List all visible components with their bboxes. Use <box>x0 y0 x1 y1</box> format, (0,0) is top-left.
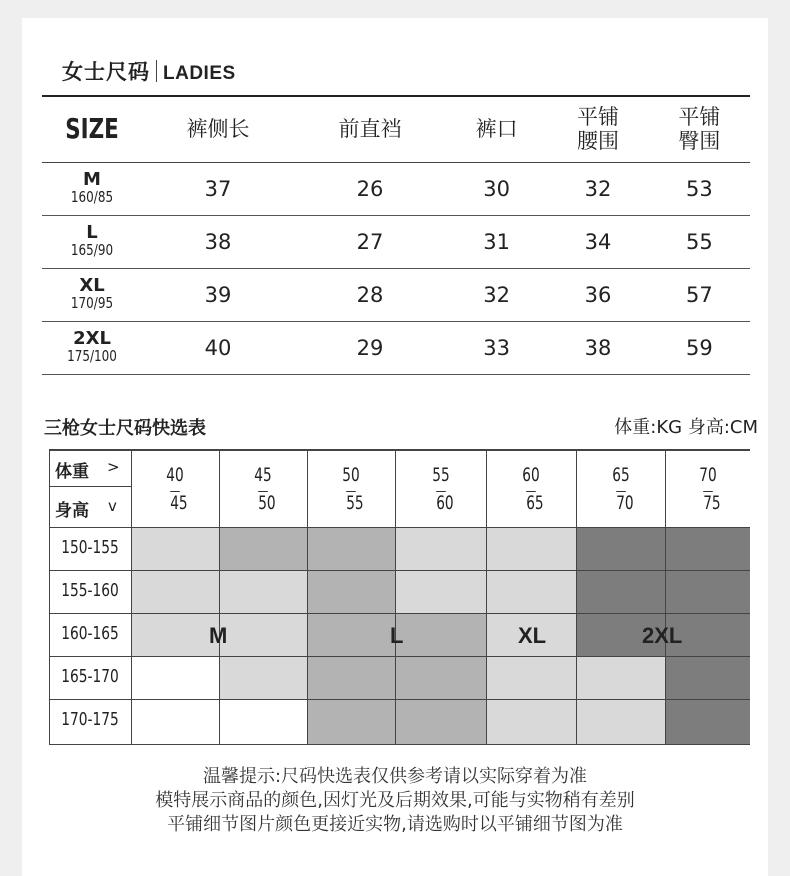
size-zone-cell <box>395 699 486 744</box>
size-zone-cell <box>576 656 665 699</box>
weight-range-header <box>405 461 475 517</box>
size-zone-cell <box>665 527 750 570</box>
size-zone-cell <box>395 570 486 613</box>
size-zone-cell <box>665 570 750 613</box>
title-en: LADIES <box>163 63 236 84</box>
size-zone-cell <box>219 656 307 699</box>
weight-label: 体重 <box>55 462 89 482</box>
size-zone-cell <box>307 613 395 656</box>
size-height-waist: 160/85 <box>70 188 114 206</box>
size-zone-cell <box>486 527 576 570</box>
measure-cell: 31 <box>446 215 547 268</box>
note-line: 温馨提示:尺码快选表仅供参考请以实际穿着为准 <box>202 766 588 787</box>
height-range-label: 155-160 <box>61 580 119 601</box>
measure-cell: 27 <box>294 215 446 268</box>
size-zone-cell <box>131 527 219 570</box>
size-zone-cell <box>576 570 665 613</box>
col-header-front-rise: 前直裆 <box>294 96 446 162</box>
weight-min: 40 <box>166 464 184 486</box>
measure-cell: 53 <box>649 162 750 215</box>
size-height-waist: 165/90 <box>70 241 114 259</box>
size-zone-cell <box>486 699 576 744</box>
grid-hline <box>49 449 750 451</box>
weight-max: 60 <box>435 492 454 514</box>
height-range-label: 150-155 <box>61 537 119 558</box>
measure-cell: 32 <box>547 162 648 215</box>
size-cell <box>42 215 142 268</box>
grid-hline <box>49 699 750 700</box>
size-zone-cell <box>131 656 219 699</box>
col-header-flat-hip: 平铺 臀围 <box>649 96 750 162</box>
weight-range-header <box>496 461 566 517</box>
size-row <box>42 215 750 268</box>
measure-cell: 33 <box>446 321 547 374</box>
size-zone-cell <box>131 613 219 656</box>
size-row <box>42 162 750 215</box>
grid-hline <box>49 656 750 657</box>
size-label: 2XL <box>73 328 111 349</box>
size-height-waist: 170/95 <box>70 294 114 312</box>
weight-max: 65 <box>526 492 544 514</box>
grid-vline <box>395 449 396 744</box>
weight-min: 65 <box>611 464 630 486</box>
weight-min: 45 <box>254 464 272 486</box>
size-zone-cell <box>395 527 486 570</box>
weight-max: 55 <box>346 492 364 514</box>
size-zone-cell <box>395 613 486 656</box>
quick-select-grid <box>49 449 750 744</box>
grid-vline <box>131 449 132 744</box>
grid-vline <box>665 449 666 744</box>
weight-range-header <box>140 461 210 517</box>
grid-vline <box>576 449 577 744</box>
weight-min: 70 <box>698 464 717 486</box>
col-header-flat-waist: 平铺 腰围 <box>547 96 648 162</box>
size-zone-cell <box>576 699 665 744</box>
size-zone-cell <box>307 527 395 570</box>
measure-cell: 29 <box>294 321 446 374</box>
measure-cell: 26 <box>294 162 446 215</box>
size-zone-cell <box>395 656 486 699</box>
measure-cell: 30 <box>446 162 547 215</box>
size-zone-cell <box>665 699 750 744</box>
weight-min: 60 <box>522 464 540 486</box>
weight-range-header <box>585 461 655 517</box>
size-cell <box>42 162 142 215</box>
size-zone-cell <box>219 699 307 744</box>
size-zone-label: M <box>209 623 228 648</box>
grid-hline <box>49 527 750 528</box>
measure-cell: 40 <box>142 321 294 374</box>
size-height-waist: 175/100 <box>67 347 117 365</box>
height-arrow-icon: v <box>108 497 117 515</box>
size-zone-cell <box>131 699 219 744</box>
size-zone-cell <box>131 570 219 613</box>
size-cell <box>42 268 142 321</box>
measure-cell: 59 <box>649 321 750 374</box>
measure-cell: 55 <box>649 215 750 268</box>
measure-cell: 34 <box>547 215 648 268</box>
measure-cell: 36 <box>547 268 648 321</box>
grid-hline <box>49 613 750 614</box>
size-zone-cell <box>665 656 750 699</box>
height-range-label: 170-175 <box>61 709 119 730</box>
unit-note: 体重:KG 身高:CM <box>614 417 758 438</box>
size-zone-cell <box>486 570 576 613</box>
title-cn: 女士尺码 <box>62 60 150 84</box>
col-header-side-length: 裤侧长 <box>142 96 294 162</box>
note-line: 模特展示商品的颜色,因灯光及后期效果,可能与实物稍有差别 <box>155 790 635 811</box>
note-line: 平铺细节图片颜色更接近实物,请选购时以平铺细节图为准 <box>167 814 623 835</box>
weight-range-header <box>316 461 386 517</box>
size-zone-cell <box>307 570 395 613</box>
size-zone-label: 2XL <box>642 623 683 648</box>
measure-cell: 38 <box>547 321 648 374</box>
grid-vline <box>307 449 308 744</box>
size-zone-cell <box>219 570 307 613</box>
size-label: M <box>83 169 101 190</box>
weight-max: 50 <box>258 492 276 514</box>
size-row <box>42 321 750 374</box>
size-label: XL <box>79 275 105 296</box>
measure-cell: 39 <box>142 268 294 321</box>
size-row <box>42 268 750 321</box>
weight-min: 55 <box>431 464 450 486</box>
size-cell <box>42 321 142 374</box>
title-divider <box>156 60 157 82</box>
weight-arrow-icon: > <box>107 458 120 476</box>
grid-hline <box>49 570 750 571</box>
weight-range-header <box>228 461 298 517</box>
height-range-label: 165-170 <box>61 666 119 687</box>
weight-range-header <box>672 461 742 517</box>
size-zone-label: L <box>390 623 404 648</box>
measure-cell: 38 <box>142 215 294 268</box>
axis-divider <box>49 486 131 487</box>
grid-vline <box>486 449 487 744</box>
height-range-label: 160-165 <box>61 623 119 644</box>
notes <box>0 765 790 837</box>
grid-vline <box>219 449 220 744</box>
size-label: L <box>86 222 98 243</box>
measure-cell: 57 <box>649 268 750 321</box>
grid-hline <box>49 744 750 745</box>
grid-vline <box>49 449 50 744</box>
size-zone-label: XL <box>518 623 547 648</box>
weight-min: 50 <box>342 464 360 486</box>
page-title <box>62 56 236 86</box>
weight-max: 75 <box>702 492 721 514</box>
weight-max: 70 <box>615 492 634 514</box>
size-zone-cell <box>486 656 576 699</box>
col-header-size: SIZE <box>50 96 135 162</box>
measure-cell: 32 <box>446 268 547 321</box>
quick-select-title: 三枪女士尺码快选表 <box>44 418 206 439</box>
height-label: 身高 <box>55 501 89 521</box>
size-zone-cell <box>219 527 307 570</box>
size-zone-cell <box>307 656 395 699</box>
size-zone-cell <box>307 699 395 744</box>
col-header-leg-opening: 裤口 <box>446 96 547 162</box>
weight-max: 45 <box>170 492 188 514</box>
measure-cell: 37 <box>142 162 294 215</box>
size-zone-cell <box>219 613 307 656</box>
size-measurement-table <box>42 95 750 375</box>
size-table-header <box>42 96 750 162</box>
size-zone-cell <box>576 527 665 570</box>
measure-cell: 28 <box>294 268 446 321</box>
